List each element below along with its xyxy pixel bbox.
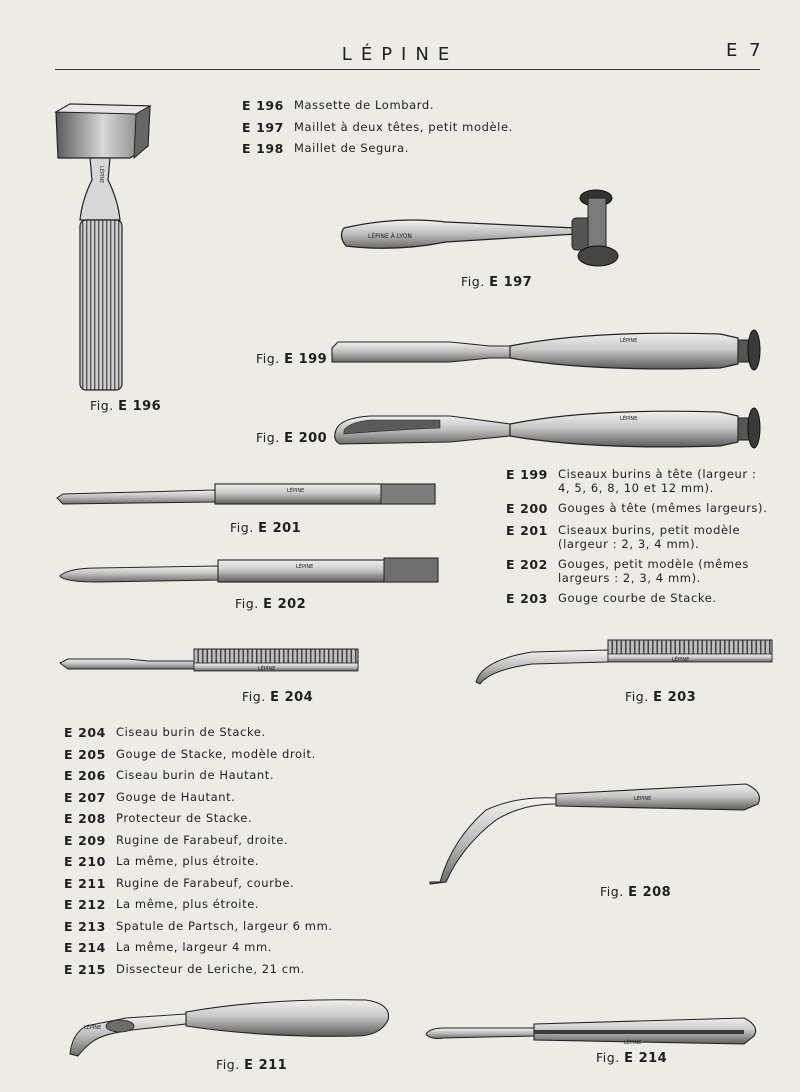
figure-caption-e203: Fig. E 203 — [625, 689, 697, 705]
protector-engraving: LÉPINE — [634, 796, 652, 802]
gouge-engraving: LÉPINE — [296, 564, 314, 570]
mallet-e197-illustration — [336, 186, 636, 272]
list-item: E 199 Ciseaux burins à tête (largeur : 4, 5, 6, 8, 10 et 12 mm). — [506, 467, 757, 495]
page-number: E 7 — [726, 40, 764, 61]
figure-caption-e202: Fig. E 202 — [235, 596, 307, 612]
chisel-engraving: LÉPINE — [620, 338, 638, 344]
mallet-engraving: LÉPINE — [98, 166, 104, 184]
figure-caption-e208: Fig. E 208 — [600, 884, 672, 900]
chisel-e199-illustration — [330, 326, 765, 376]
chisel-e201-illustration — [55, 480, 440, 510]
figure-caption-e204: Fig. E 204 — [242, 689, 314, 705]
figure-caption-e197: Fig. E 197 — [461, 274, 533, 290]
header-rule — [55, 69, 760, 70]
gouge-e203-illustration — [472, 632, 777, 687]
spatula-e214-illustration — [424, 1014, 760, 1048]
gouge-engraving: LÉPINE — [620, 416, 638, 422]
figure-caption-e211: Fig. E 211 — [216, 1057, 288, 1073]
list-item: E 200 Gouges à tête (mêmes largeurs). — [506, 501, 768, 516]
spatula-engraving: LÉPINE — [624, 1040, 642, 1046]
mallet-engraving: LÉPINE À LYON — [368, 233, 412, 240]
list-item: E 202 Gouges, petit modèle (mêmes largeurs : 2, 3, 4 mm). — [506, 557, 749, 585]
gouge-e200-illustration — [330, 404, 765, 454]
figure-caption-e199: Fig. E 199 — [256, 351, 328, 367]
rugine-engraving: LÉPINE — [84, 1025, 102, 1031]
mallet-e196-illustration — [50, 100, 160, 395]
chisel-e204-illustration — [58, 645, 363, 675]
chisel-engraving: LÉPINE — [287, 488, 305, 494]
chisel-engraving: LÉPINE — [258, 666, 276, 672]
gouge-e202-illustration — [58, 556, 443, 588]
list-item: E 201 Ciseaux burins, petit modèle (largeur : 2, 3, 4 mm). — [506, 523, 741, 551]
figure-caption-e201: Fig. E 201 — [230, 520, 302, 536]
figure-caption-e214: Fig. E 214 — [596, 1050, 668, 1066]
figure-caption-e200: Fig. E 200 — [256, 430, 328, 446]
rugine-e211-illustration — [66, 994, 396, 1060]
list-mid — [506, 467, 776, 611]
list-item: E 203 Gouge courbe de Stacke. — [506, 591, 717, 606]
gouge-engraving: LÉPINE — [672, 657, 690, 663]
page-title: LÉPINE — [341, 44, 459, 65]
figure-caption-e196: Fig. E 196 — [90, 398, 162, 414]
protector-e208-illustration — [426, 780, 766, 888]
